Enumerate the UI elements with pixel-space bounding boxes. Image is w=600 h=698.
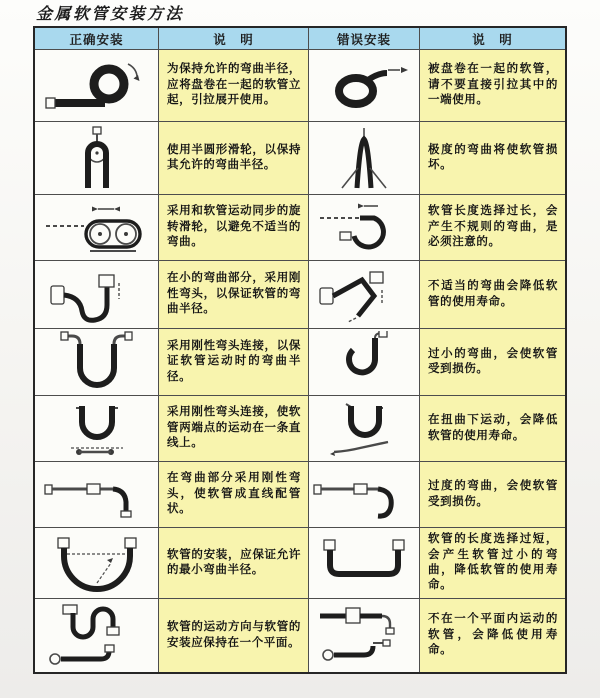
out-of-plane-motion-icon (314, 603, 414, 669)
correct-description: 软管的安装，应保证允许的最小弯曲半径。 (159, 528, 309, 599)
wrong-description: 被盘卷在一起的软管，请不要直接引拉其中的一端使用。 (420, 50, 565, 122)
correct-description: 在弯曲部分采用刚性弯头，使软管成直线配管状。 (159, 462, 309, 528)
correct-description: 使用半圆形滑轮，以保持其允许的弯曲半径。 (159, 122, 309, 195)
correct-description: 为保持允许的弯曲半径，应将盘卷在一起的软管立起，引拉展开使用。 (159, 50, 309, 122)
rigid-elbow-u-connection-icon (57, 331, 137, 393)
correct-description: 软管的运动方向与软管的安装应保持在一个平面。 (159, 599, 309, 672)
wrong-illustration-cell (309, 528, 420, 599)
improper-bend-icon (316, 266, 412, 324)
too-short-flat-u-icon (314, 533, 414, 593)
correct-illustration-cell (35, 261, 159, 329)
correct-illustration-cell (35, 528, 159, 599)
header-wrong-install: 错误安装 (309, 28, 420, 50)
correct-illustration-cell (35, 329, 159, 396)
aligned-endpoints-u-icon (59, 400, 135, 458)
wrong-illustration-cell (309, 396, 420, 462)
wrong-description: 过小的弯曲，会使软管受到损伤。 (420, 329, 565, 396)
too-small-bend-hook-icon (329, 331, 399, 393)
synchronized-rotating-pulleys-icon (42, 200, 152, 256)
twisted-motion-u-icon (326, 400, 402, 458)
wrong-description: 软管的长度选择过短，会产生软管过小的弯曲，降低软管的使用寿命。 (420, 528, 565, 599)
installation-table (33, 26, 567, 674)
minimum-bend-radius-u-icon (45, 533, 149, 593)
correct-description: 采用刚性弯头连接，以保证软管运动时的弯曲半径。 (159, 329, 309, 396)
wrong-illustration-cell (309, 122, 420, 195)
wrong-illustration-cell (309, 599, 420, 672)
coil-pulled-from-end-icon (318, 58, 410, 114)
header-correct-note: 说 明 (159, 28, 309, 50)
wrong-description: 软管长度选择过长，会产生不规则的弯曲，是必须注意的。 (420, 195, 565, 261)
semicircular-pulley-icon (61, 126, 133, 190)
rigid-elbow-small-bend-icon (47, 265, 147, 325)
correct-illustration-cell (35, 122, 159, 195)
wrong-description: 极度的弯曲将使软管损坏。 (420, 122, 565, 195)
header-wrong-note: 说 明 (420, 28, 565, 50)
correct-illustration-cell (35, 50, 159, 122)
correct-description: 采用刚性弯头连接，使软管两端点的运动在一条直线上。 (159, 396, 309, 462)
extreme-sharp-bend-icon (328, 126, 400, 190)
correct-illustration-cell (35, 462, 159, 528)
wrong-description: 过度的弯曲，会使软管受到损伤。 (420, 462, 565, 528)
correct-description: 在小的弯曲部分，采用刚性弯头，以保证软管的弯曲半径。 (159, 261, 309, 329)
straight-run-rigid-elbow-icon (43, 470, 151, 520)
correct-illustration-cell (35, 599, 159, 672)
wrong-description: 不在一个平面内运动的软管，会降低使用寿命。 (420, 599, 565, 672)
page-title: 金属软管安装方法 (36, 4, 185, 23)
wrong-illustration-cell (309, 329, 420, 396)
over-bent-end-icon (312, 470, 416, 520)
wrong-description: 不适当的弯曲会降低软管的使用寿命。 (420, 261, 565, 329)
correct-illustration-cell (35, 195, 159, 261)
wrong-illustration-cell (309, 462, 420, 528)
excess-length-loop-icon (314, 200, 414, 256)
header-correct-install: 正确安装 (35, 28, 159, 50)
wrong-illustration-cell (309, 195, 420, 261)
single-plane-trap-icon (43, 603, 151, 669)
wrong-illustration-cell (309, 50, 420, 122)
correct-illustration-cell (35, 396, 159, 462)
wrong-description: 在扭曲下运动，会降低软管的使用寿命。 (420, 396, 565, 462)
standing-coil-unroll-icon (43, 57, 151, 115)
wrong-illustration-cell (309, 261, 420, 329)
correct-description: 采用和软管运动同步的旋转滑轮，以避免不适当的弯曲。 (159, 195, 309, 261)
